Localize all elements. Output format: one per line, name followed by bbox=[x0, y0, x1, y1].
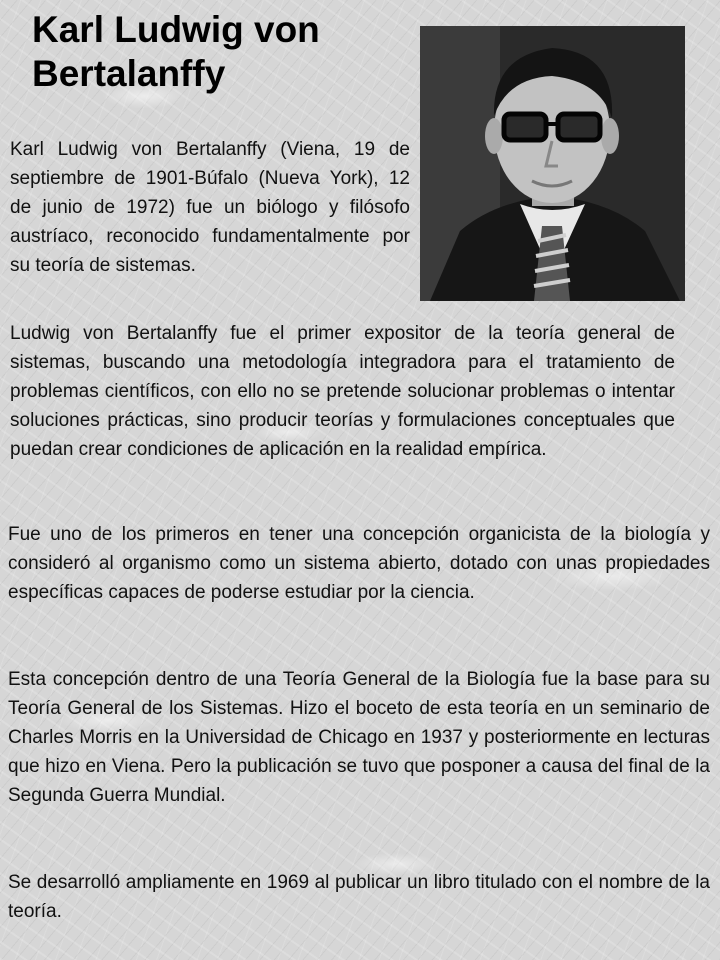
publication-paragraph: Se desarrolló ampliamente en 1969 al publicar un libro titulado con el nombre de la teoría. bbox=[8, 872, 710, 922]
organicist-paragraph: Fue uno de los primeros en tener una concepción organicista de la biología y consideró al organismo como un sistema abierto, dotado con unas propiedades específicas capaces de poderse estudiar por la ciencia. bbox=[8, 524, 710, 603]
general-systems-paragraph: Ludwig von Bertalanffy fue el primer expositor de la teoría general de sistemas, buscando una metodología integradora para el tratamiento de problemas científicos, con ello no se pretende solucionar problemas o intentar soluciones prácticas, sino producir teorías y formulaciones conceptuales que puedan crear condiciones de aplicación en la realidad empírica. bbox=[10, 323, 675, 460]
page-title: Karl Ludwig von Bertalanffy bbox=[32, 9, 320, 94]
portrait-photo bbox=[420, 26, 685, 301]
biology-theory-paragraph: Esta concepción dentro de una Teoría General de la Biología fue la base para su Teoría General de los Sistemas. Hizo el boceto de esta teoría en un seminario de Charles Morris en la Universidad de Chicago en 1937 y posteriormente en lecturas que hizo en Viena. Pero la publicación se tuvo que posponer a causa del final de la Segunda Guerra Mundial. bbox=[8, 669, 710, 806]
intro-paragraph: Karl Ludwig von Bertalanffy (Viena, 19 de septiembre de 1901-Búfalo (Nueva York), 12 de junio de 1972) fue un biólogo y filósofo austríaco, reconocido fundamentalmente por su teoría de sistemas. bbox=[10, 139, 410, 276]
